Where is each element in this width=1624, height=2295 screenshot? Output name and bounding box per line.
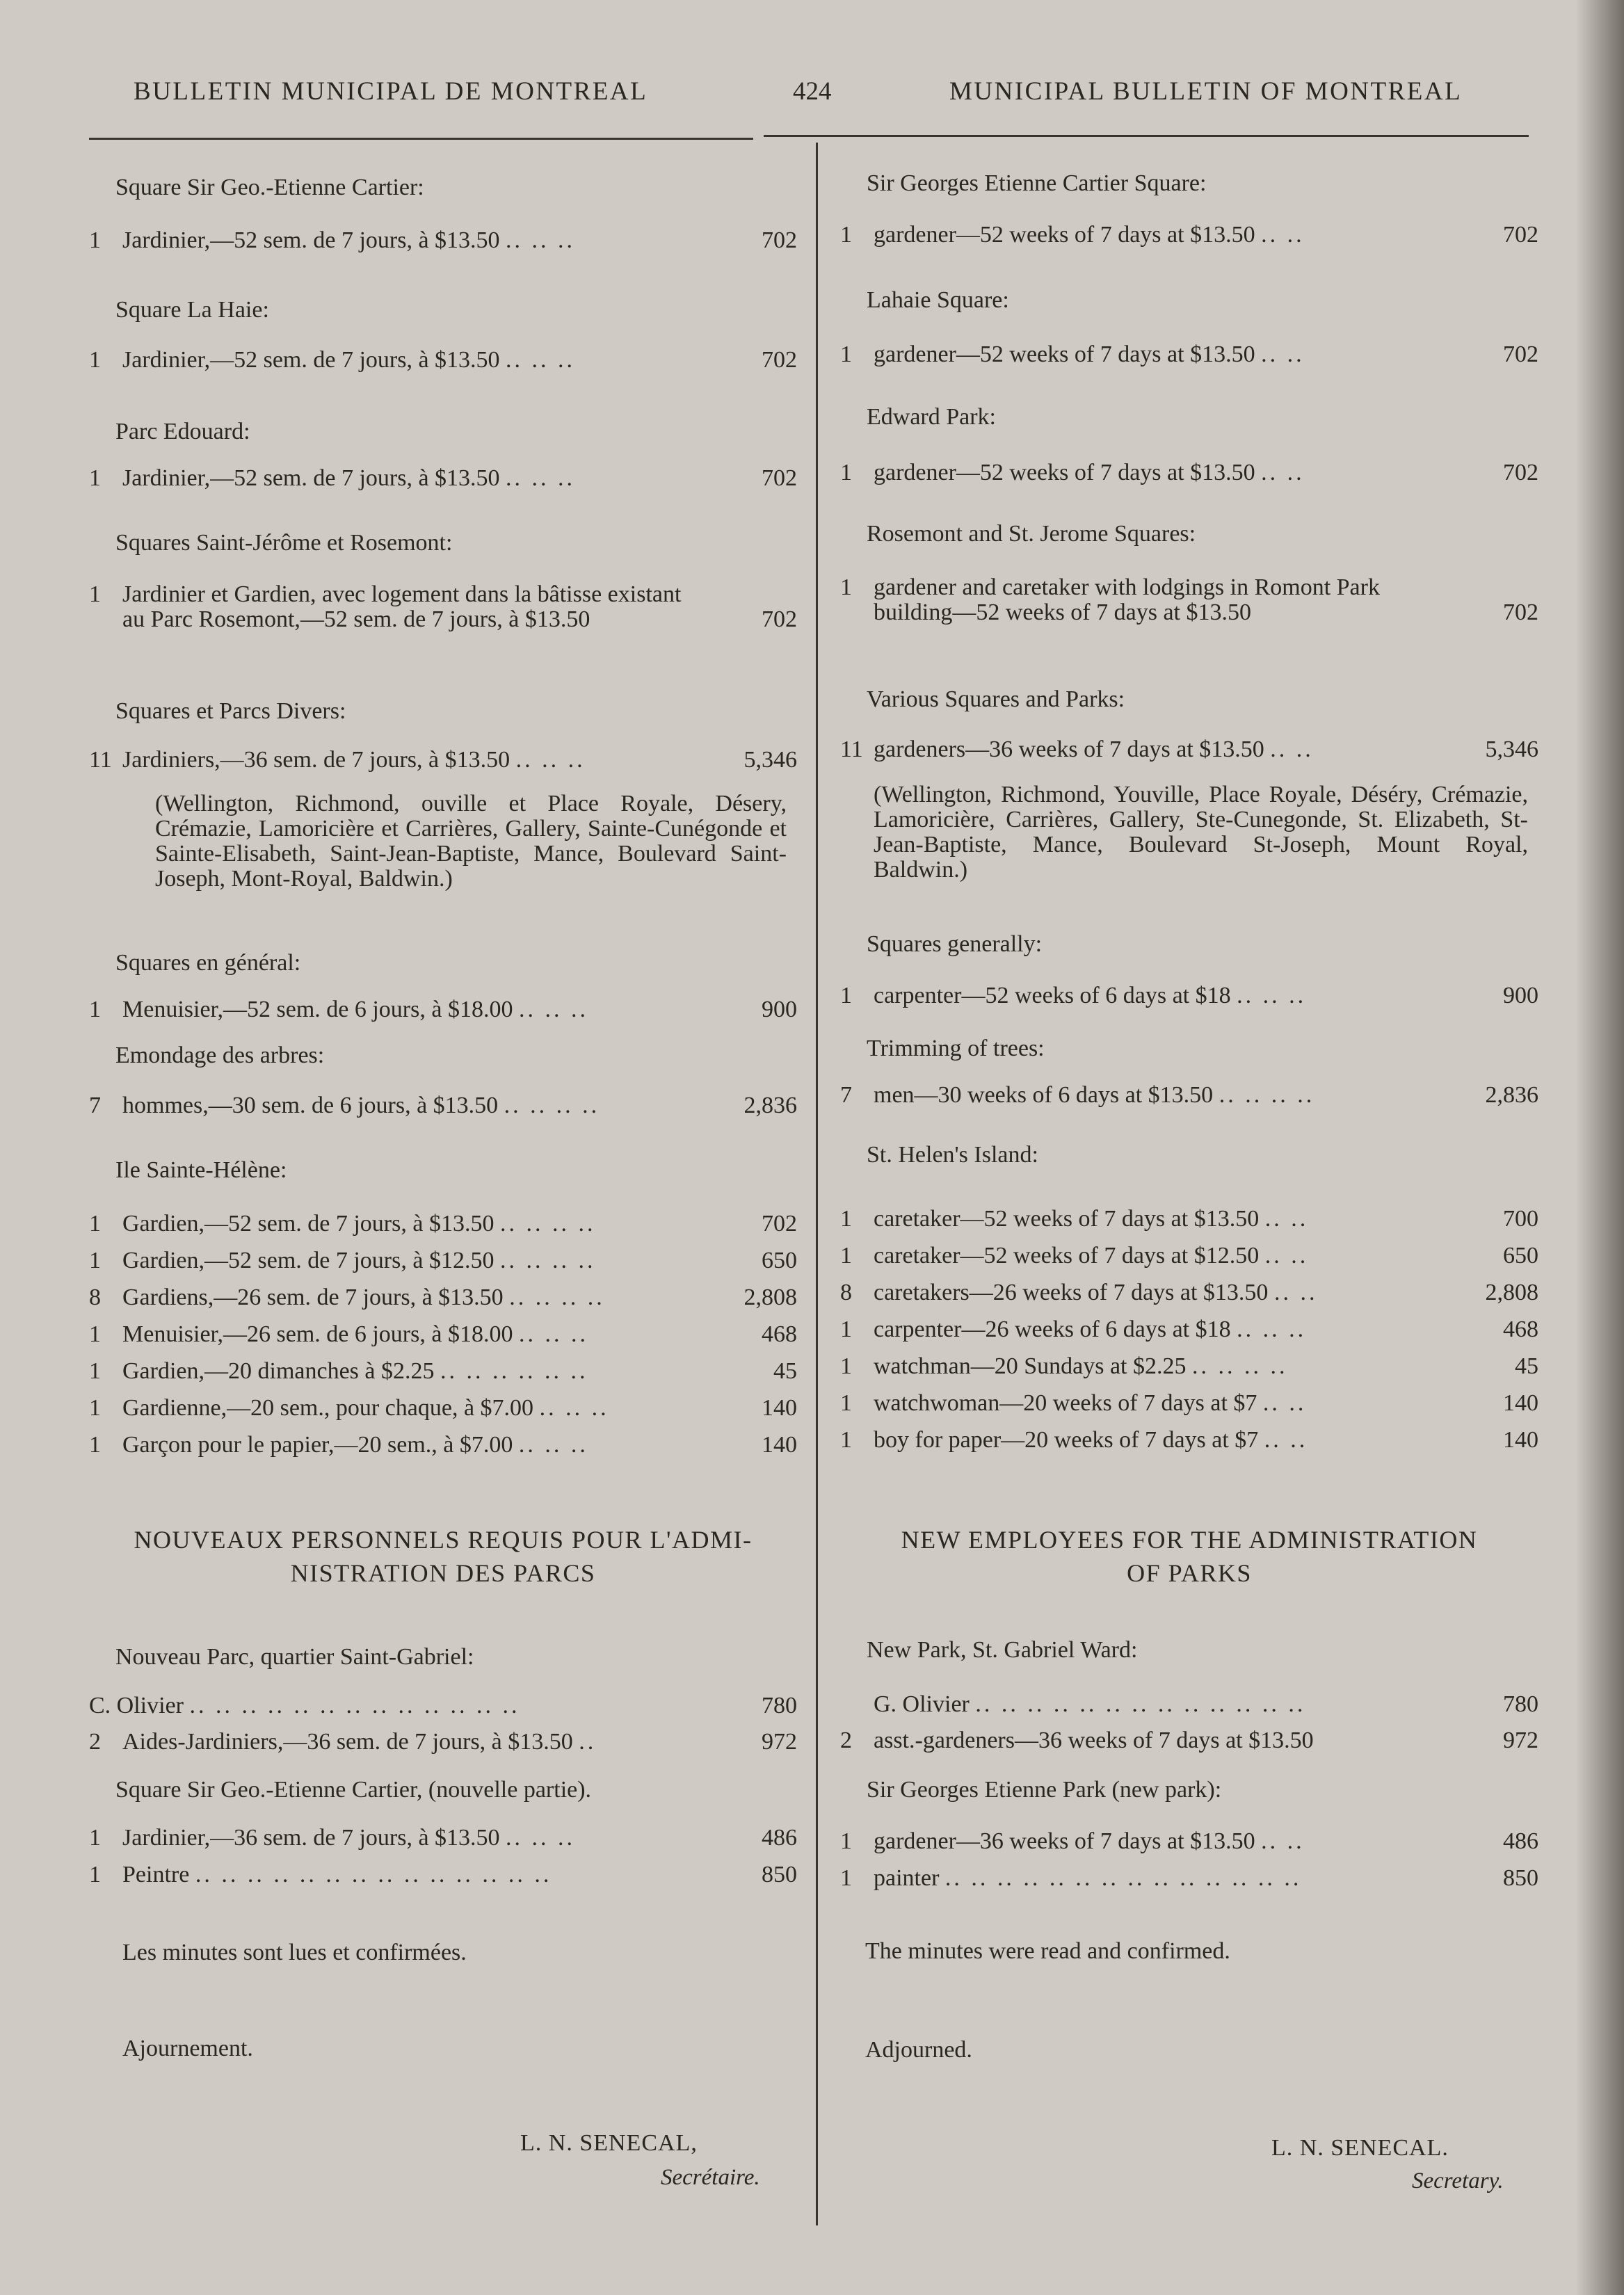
section-title: St. Helen's Island: xyxy=(867,1142,1038,1168)
line-item: 1 carpenter—52 weeks of 6 days at $18 .. .. .. 900 xyxy=(840,983,1538,1008)
item-qty: 1 xyxy=(840,1316,852,1342)
item-amount: 850 xyxy=(762,1862,797,1887)
item-desc: Menuisier,—26 sem. de 6 jours, à $18.00 xyxy=(122,1321,513,1347)
item-amount: 2,808 xyxy=(1485,1280,1538,1305)
item-amount: 702 xyxy=(762,1211,797,1237)
item-amount: 850 xyxy=(1503,1865,1538,1891)
item-amount: 702 xyxy=(1503,460,1538,485)
item-qty: 1 xyxy=(89,1862,101,1887)
section-title: Rosemont and St. Jerome Squares: xyxy=(867,521,1196,547)
item-qty: 1 xyxy=(89,1321,101,1347)
item-amount: 650 xyxy=(1503,1243,1538,1269)
item-desc: Gardiens,—26 sem. de 7 jours, à $13.50 xyxy=(122,1285,504,1310)
section-title: Parc Edouard: xyxy=(115,419,250,444)
item-amount: 702 xyxy=(1503,341,1538,367)
section-title: Square La Haie: xyxy=(115,297,269,323)
item-desc: watchwoman—20 weeks of 7 days at $7 xyxy=(874,1390,1257,1416)
adjourn-text: Ajournement. xyxy=(122,2036,253,2061)
item-amount: 45 xyxy=(1515,1353,1538,1379)
item-qty: 8 xyxy=(840,1280,852,1305)
item-qty: 1 xyxy=(89,1432,101,1458)
item-amount: 140 xyxy=(762,1395,797,1421)
new-staff-title xyxy=(89,1523,797,1590)
item-amount: 2,836 xyxy=(1485,1082,1538,1108)
item-desc: caretaker—52 weeks of 7 days at $12.50 xyxy=(874,1243,1260,1269)
signature-name: L. N. SENECAL, xyxy=(520,2130,698,2156)
line-item: 1 Gardien,—52 sem. de 7 jours, à $12.50 .. .. .. .. 650 xyxy=(89,1248,797,1273)
column-divider xyxy=(816,143,818,2225)
line-item: 1 watchwoman—20 weeks of 7 days at $7 .. .. 140 xyxy=(840,1390,1538,1416)
line-item: 1 watchman—20 Sundays at $2.25 .. .. .. .. 45 xyxy=(840,1353,1538,1379)
item-desc: Menuisier,—52 sem. de 6 jours, à $18.00 xyxy=(122,997,513,1022)
item-desc: gardener—52 weeks of 7 days at $13.50 xyxy=(874,341,1255,367)
item-qty: 7 xyxy=(840,1082,852,1108)
section-title: Squares et Parcs Divers: xyxy=(115,698,346,724)
line-item: 1 caretaker—52 weeks of 7 days at $13.50 .. .. 700 xyxy=(840,1206,1538,1232)
line-item xyxy=(840,575,1538,625)
item-qty: 1 xyxy=(840,222,852,248)
item-qty: 11 xyxy=(89,747,112,773)
section-title: Nouveau Parc, quartier Saint-Gabriel: xyxy=(115,1644,474,1670)
item-desc: Gardienne,—20 sem., pour chaque, à $7.00 xyxy=(122,1395,534,1421)
minutes-text: The minutes were read and confirmed. xyxy=(865,1938,1230,1964)
item-desc: watchman—20 Sundays at $2.25 xyxy=(874,1353,1187,1379)
item-amount: 140 xyxy=(762,1432,797,1458)
item-desc: gardeners—36 weeks of 7 days at $13.50 xyxy=(874,736,1264,762)
signature-title: Secrétaire. xyxy=(661,2165,760,2190)
item-desc: Gardien,—52 sem. de 7 jours, à $12.50 xyxy=(122,1248,495,1273)
item-qty: 7 xyxy=(89,1093,101,1118)
item-desc: Garçon pour le papier,—20 sem., à $7.00 xyxy=(122,1432,513,1458)
adjourn-text: Adjourned. xyxy=(865,2037,972,2063)
page-edge-shadow xyxy=(1575,0,1624,2295)
line-item: 1 Jardinier,—36 sem. de 7 jours, à $13.50 .. .. .. 486 xyxy=(89,1825,797,1851)
line-item: 1 caretaker—52 weeks of 7 days at $12.50 .. .. 650 xyxy=(840,1243,1538,1269)
item-desc: Jardinier,—52 sem. de 7 jours, à $13.50 xyxy=(122,465,500,491)
running-head-english: MUNICIPAL BULLETIN OF MONTREAL xyxy=(949,77,1463,106)
item-desc: asst.-gardeners—36 weeks of 7 days at $13.50 xyxy=(874,1728,1314,1753)
item-qty: 1 xyxy=(840,983,852,1008)
item-desc: gardener—36 weeks of 7 days at $13.50 xyxy=(874,1828,1255,1854)
item-amount: 780 xyxy=(1503,1691,1538,1717)
section-title: Lahaie Square: xyxy=(867,287,1009,313)
item-amount: 5,346 xyxy=(1485,736,1538,762)
item-amount: 5,346 xyxy=(743,747,797,773)
page-number: 424 xyxy=(793,77,832,106)
item-amount: 486 xyxy=(762,1825,797,1851)
item-amount: 972 xyxy=(1503,1728,1538,1753)
item-qty: 1 xyxy=(840,1243,852,1269)
line-item: 2 Aides-Jardiniers,—36 sem. de 7 jours, à $13.50 .. 972 xyxy=(89,1729,797,1755)
item-amount: 45 xyxy=(773,1358,797,1384)
item-amount: 900 xyxy=(1503,983,1538,1008)
line-item: 1 Jardinier,—52 sem. de 7 jours, à $13.50 .. .. .. 702 xyxy=(89,227,797,253)
item-desc: Gardien,—20 dimanches à $2.25 xyxy=(122,1358,435,1384)
line-item: 1 Menuisier,—52 sem. de 6 jours, à $18.00 .. .. .. 900 xyxy=(89,997,797,1022)
parks-note: (Wellington, Richmond, ouville et Place Royale, Désery, Crémazie, Lamoricière et Carrières, Gallery, Sainte-Cunégonde et Sainte-Elisabeth, Saint-Jean-Baptiste, Mance, Boulevard Saint-Joseph, Mont-Royal, Baldwin.) xyxy=(155,791,787,892)
item-desc: Gardien,—52 sem. de 7 jours, à $13.50 xyxy=(122,1211,495,1237)
section-title: Sir Georges Etienne Cartier Square: xyxy=(867,170,1207,196)
header-rule-right xyxy=(764,135,1529,137)
section-title: Sir Georges Etienne Park (new park): xyxy=(867,1777,1222,1803)
item-qty: 1 xyxy=(89,997,101,1022)
item-amount: 972 xyxy=(762,1729,797,1755)
item-desc: men—30 weeks of 6 days at $13.50 xyxy=(874,1082,1214,1108)
item-qty: 1 xyxy=(89,227,101,253)
item-desc: boy for paper—20 weeks of 7 days at $7 xyxy=(874,1427,1259,1453)
item-amount: 2,808 xyxy=(743,1285,797,1310)
running-head-french: BULLETIN MUNICIPAL DE MONTREAL xyxy=(134,77,648,106)
item-amount: 702 xyxy=(762,465,797,491)
line-item: 11 Jardiniers,—36 sem. de 7 jours, à $13.50 .. .. .. 5,346 xyxy=(89,747,797,773)
section-title: Squares generally: xyxy=(867,931,1043,957)
section-title: Trimming of trees: xyxy=(867,1036,1045,1061)
section-title: Ile Sainte-Hélène: xyxy=(115,1157,287,1183)
item-amount: 702 xyxy=(762,227,797,253)
item-qty: 1 xyxy=(840,1865,852,1891)
item-amount: 780 xyxy=(762,1693,797,1718)
item-amount: 468 xyxy=(762,1321,797,1347)
item-desc: Jardinier,—52 sem. de 7 jours, à $13.50 xyxy=(122,227,500,253)
new-staff-title-line2: OF PARKS xyxy=(1127,1559,1252,1587)
item-desc: Jardinier,—52 sem. de 7 jours, à $13.50 xyxy=(122,347,500,373)
item-amount: 702 xyxy=(762,347,797,373)
parks-note: (Wellington, Richmond, Youville, Place Royale, Déséry, Crémazie, Lamoricière, Carrières, Gallery, Ste-Cunegonde, St. Elizabeth, St-Jean-Baptiste, Mance, Boulevard St-Joseph, Mount Royal, Baldwin.) xyxy=(874,782,1528,883)
line-item: 8 Gardiens,—26 sem. de 7 jours, à $13.50 .. .. .. .. 2,808 xyxy=(89,1285,797,1310)
section-title: Edward Park: xyxy=(867,404,997,430)
section-title: New Park, St. Gabriel Ward: xyxy=(867,1637,1138,1663)
item-qty: 1 xyxy=(840,341,852,367)
new-staff-title-line1: NEW EMPLOYEES FOR THE ADMINISTRATION xyxy=(901,1526,1478,1554)
new-staff-title xyxy=(840,1523,1538,1590)
line-item: 1 Garçon pour le papier,—20 sem., à $7.00 .. .. .. 140 xyxy=(89,1432,797,1458)
item-qty: 1 xyxy=(840,1206,852,1232)
item-desc: Peintre xyxy=(122,1862,190,1887)
signature-name: L. N. SENECAL. xyxy=(1271,2135,1449,2161)
line-item: 7 men—30 weeks of 6 days at $13.50 .. .. .. .. 2,836 xyxy=(840,1082,1538,1108)
item-qty: 1 xyxy=(89,1358,101,1384)
item-desc: carpenter—26 weeks of 6 days at $18 xyxy=(874,1316,1231,1342)
line-item: G. Olivier .. .. .. .. .. .. .. .. .. .. .. .. .. 780 xyxy=(874,1691,1538,1717)
line-item: 1 Jardinier,—52 sem. de 7 jours, à $13.50 .. .. .. 702 xyxy=(89,347,797,373)
item-desc: G. Olivier xyxy=(874,1691,970,1717)
item-qty: 1 xyxy=(89,1825,101,1851)
item-qty: 1 xyxy=(89,1248,101,1273)
line-item: 1 carpenter—26 weeks of 6 days at $18 .. .. .. 468 xyxy=(840,1316,1538,1342)
section-title: Square Sir Geo.-Etienne Cartier: xyxy=(115,175,424,200)
item-amount: 140 xyxy=(1503,1390,1538,1416)
line-item: 1 Gardien,—20 dimanches à $2.25 .. .. .. .. .. .. 45 xyxy=(89,1358,797,1384)
item-qty: 1 xyxy=(840,1828,852,1854)
item-desc: painter xyxy=(874,1865,940,1891)
item-qty: 8 xyxy=(89,1285,101,1310)
item-desc: Jardinier,—36 sem. de 7 jours, à $13.50 xyxy=(122,1825,500,1851)
new-staff-title-line2: NISTRATION DES PARCS xyxy=(290,1559,596,1587)
line-item: 1 gardener—52 weeks of 7 days at $13.50 .. .. 702 xyxy=(840,460,1538,485)
line-item: 1 boy for paper—20 weeks of 7 days at $7 .. .. 140 xyxy=(840,1427,1538,1453)
line-item: 1 gardener—36 weeks of 7 days at $13.50 .. .. 486 xyxy=(840,1828,1538,1854)
item-desc: gardener and caretaker with lodgings in Romont Park building—52 weeks of 7 days at $13.50 xyxy=(874,574,1380,625)
item-amount: 2,836 xyxy=(743,1093,797,1118)
item-desc: gardener—52 weeks of 7 days at $13.50 xyxy=(874,460,1255,485)
item-qty: 11 xyxy=(840,736,863,762)
line-item: 1 gardener—52 weeks of 7 days at $13.50 .. .. 702 xyxy=(840,222,1538,248)
item-desc: Jardiniers,—36 sem. de 7 jours, à $13.50 xyxy=(122,747,510,773)
item-amount: 486 xyxy=(1503,1828,1538,1854)
item-desc: C. Olivier xyxy=(89,1693,184,1718)
item-amount: 900 xyxy=(762,997,797,1022)
section-title: Emondage des arbres: xyxy=(115,1042,325,1068)
item-qty: 1 xyxy=(89,465,101,491)
item-amount: 700 xyxy=(1503,1206,1538,1232)
line-item: 1 Menuisier,—26 sem. de 6 jours, à $18.00 .. .. .. 468 xyxy=(89,1321,797,1347)
item-qty: 2 xyxy=(840,1728,852,1753)
item-qty: 2 xyxy=(89,1729,101,1755)
line-item xyxy=(840,1728,1538,1753)
item-desc: caretakers—26 weeks of 7 days at $13.50 xyxy=(874,1280,1269,1305)
header-rule-left xyxy=(89,138,753,140)
line-item: 8 caretakers—26 weeks of 7 days at $13.50 .. .. 2,808 xyxy=(840,1280,1538,1305)
item-desc: gardener—52 weeks of 7 days at $13.50 xyxy=(874,222,1255,248)
item-qty: 1 xyxy=(89,1395,101,1421)
minutes-text: Les minutes sont lues et confirmées. xyxy=(122,1940,467,1965)
line-item: 1 gardener—52 weeks of 7 days at $13.50 .. .. 702 xyxy=(840,341,1538,367)
item-desc: carpenter—52 weeks of 6 days at $18 xyxy=(874,983,1231,1008)
line-item: 1 Jardinier,—52 sem. de 7 jours, à $13.50 .. .. .. 702 xyxy=(89,465,797,491)
item-desc: Aides-Jardiniers,—36 sem. de 7 jours, à $13.50 xyxy=(122,1729,573,1755)
item-amount: 702 xyxy=(1503,599,1538,625)
item-desc: Jardinier et Gardien, avec logement dans la bâtisse existant au Parc Rosemont,—52 sem. de 7 jours, à $13.50 xyxy=(122,581,682,632)
item-desc: hommes,—30 sem. de 6 jours, à $13.50 xyxy=(122,1093,499,1118)
item-qty: 1 xyxy=(89,1211,101,1237)
line-item: 11 gardeners—36 weeks of 7 days at $13.50 .. .. 5,346 xyxy=(840,736,1538,762)
line-item: C. Olivier .. .. .. .. .. .. .. .. .. .. .. .. .. 780 xyxy=(89,1693,797,1718)
item-amount: 702 xyxy=(762,606,797,632)
section-title: Squares Saint-Jérôme et Rosemont: xyxy=(115,530,453,556)
line-item: 7 hommes,—30 sem. de 6 jours, à $13.50 .. .. .. .. 2,836 xyxy=(89,1093,797,1118)
item-qty: 1 xyxy=(840,1427,852,1453)
line-item xyxy=(89,582,797,632)
line-item: 1 Gardien,—52 sem. de 7 jours, à $13.50 .. .. .. .. 702 xyxy=(89,1211,797,1237)
item-qty: 1 xyxy=(840,460,852,485)
item-qty: 1 xyxy=(89,581,101,607)
line-item: 1 painter .. .. .. .. .. .. .. .. .. .. .. .. .. .. 850 xyxy=(840,1865,1538,1891)
item-desc: caretaker—52 weeks of 7 days at $13.50 xyxy=(874,1206,1260,1232)
new-staff-title-line1: NOUVEAUX PERSONNELS REQUIS POUR L'ADMI- xyxy=(134,1526,753,1554)
item-amount: 468 xyxy=(1503,1316,1538,1342)
signature-title: Secretary. xyxy=(1412,2168,1504,2193)
item-qty: 1 xyxy=(840,574,852,600)
section-title: Squares en général: xyxy=(115,950,301,976)
section-title: Various Squares and Parks: xyxy=(867,686,1125,712)
item-amount: 650 xyxy=(762,1248,797,1273)
item-amount: 140 xyxy=(1503,1427,1538,1453)
item-qty: 1 xyxy=(840,1353,852,1379)
item-amount: 702 xyxy=(1503,222,1538,248)
line-item: 1 Peintre .. .. .. .. .. .. .. .. .. .. .. .. .. .. 850 xyxy=(89,1862,797,1887)
item-qty: 1 xyxy=(840,1390,852,1416)
section-title: Square Sir Geo.-Etienne Cartier, (nouvelle partie). xyxy=(115,1777,592,1803)
line-item: 1 Gardienne,—20 sem., pour chaque, à $7.00 .. .. .. 140 xyxy=(89,1395,797,1421)
item-qty: 1 xyxy=(89,347,101,373)
